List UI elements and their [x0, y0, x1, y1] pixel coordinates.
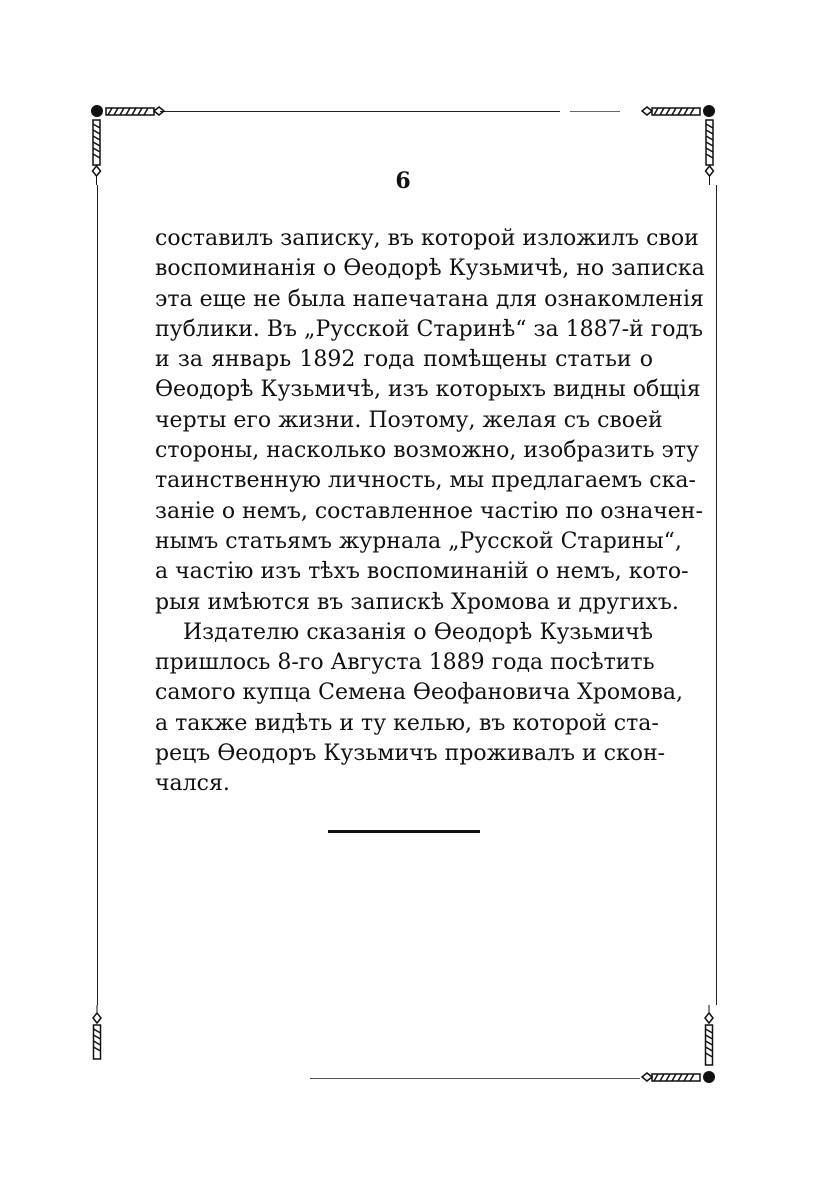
corner-ornament-bottom-left-icon	[86, 1005, 166, 1085]
body-text	[155, 224, 705, 800]
corner-ornament-bottom-right-icon	[640, 1005, 720, 1085]
text-line: пришлось 8-го Августа 1889 года посѣтить	[155, 650, 655, 676]
text-line: публики. Въ „Русской Старинѣ“ за 1887-й годъ	[155, 316, 704, 342]
text-line: эта еще не была напечатана для ознакомленія	[155, 286, 704, 312]
text-line: Ѳеодорѣ Кузьмичѣ, изъ которыхъ видны общія	[155, 377, 701, 403]
text-line: чался.	[155, 771, 230, 797]
frame-right-line	[716, 185, 717, 1005]
page-number: 6	[395, 168, 411, 194]
frame-top-line	[160, 111, 560, 112]
text-line: самого купца Семена Ѳеофановича Хромова,	[155, 680, 684, 706]
text-line: Издателю сказанія о Ѳеодорѣ Кузьмичѣ	[183, 619, 653, 645]
text-line: нымъ статьямъ журнала „Русской Старины“,	[155, 528, 682, 554]
text-line: заніе о немъ, составленное частію по означен-	[155, 498, 703, 524]
frame-left-line	[97, 185, 98, 1005]
text-line: рыя имѣются въ запискѣ Хромова и другихъ.	[155, 589, 679, 615]
end-rule	[328, 830, 480, 833]
text-line: и за январь 1892 года помѣщены статьи о	[155, 347, 653, 373]
frame-bottom-line	[310, 1078, 640, 1079]
text-line: а частію изъ тѣхъ воспоминаній о немъ, кото-	[155, 559, 689, 585]
text-line: стороны, насколько возможно, изобразить эту	[155, 438, 699, 464]
text-line: составилъ записку, въ которой изложилъ свои	[155, 226, 699, 251]
text-line: черты его жизни. Поэтому, желая съ своей	[155, 407, 663, 433]
frame-top-line-right	[570, 111, 620, 112]
text-line: рецъ Ѳеодоръ Кузьмичъ проживалъ и скон-	[155, 741, 666, 767]
text-line: воспоминанія о Ѳеодорѣ Кузьмичѣ, но записка	[155, 256, 705, 282]
text-line: таинственную личность, мы предлагаемъ ска-	[155, 468, 696, 494]
text-line: а также видѣть и ту келью, въ которой ста-	[155, 710, 659, 736]
